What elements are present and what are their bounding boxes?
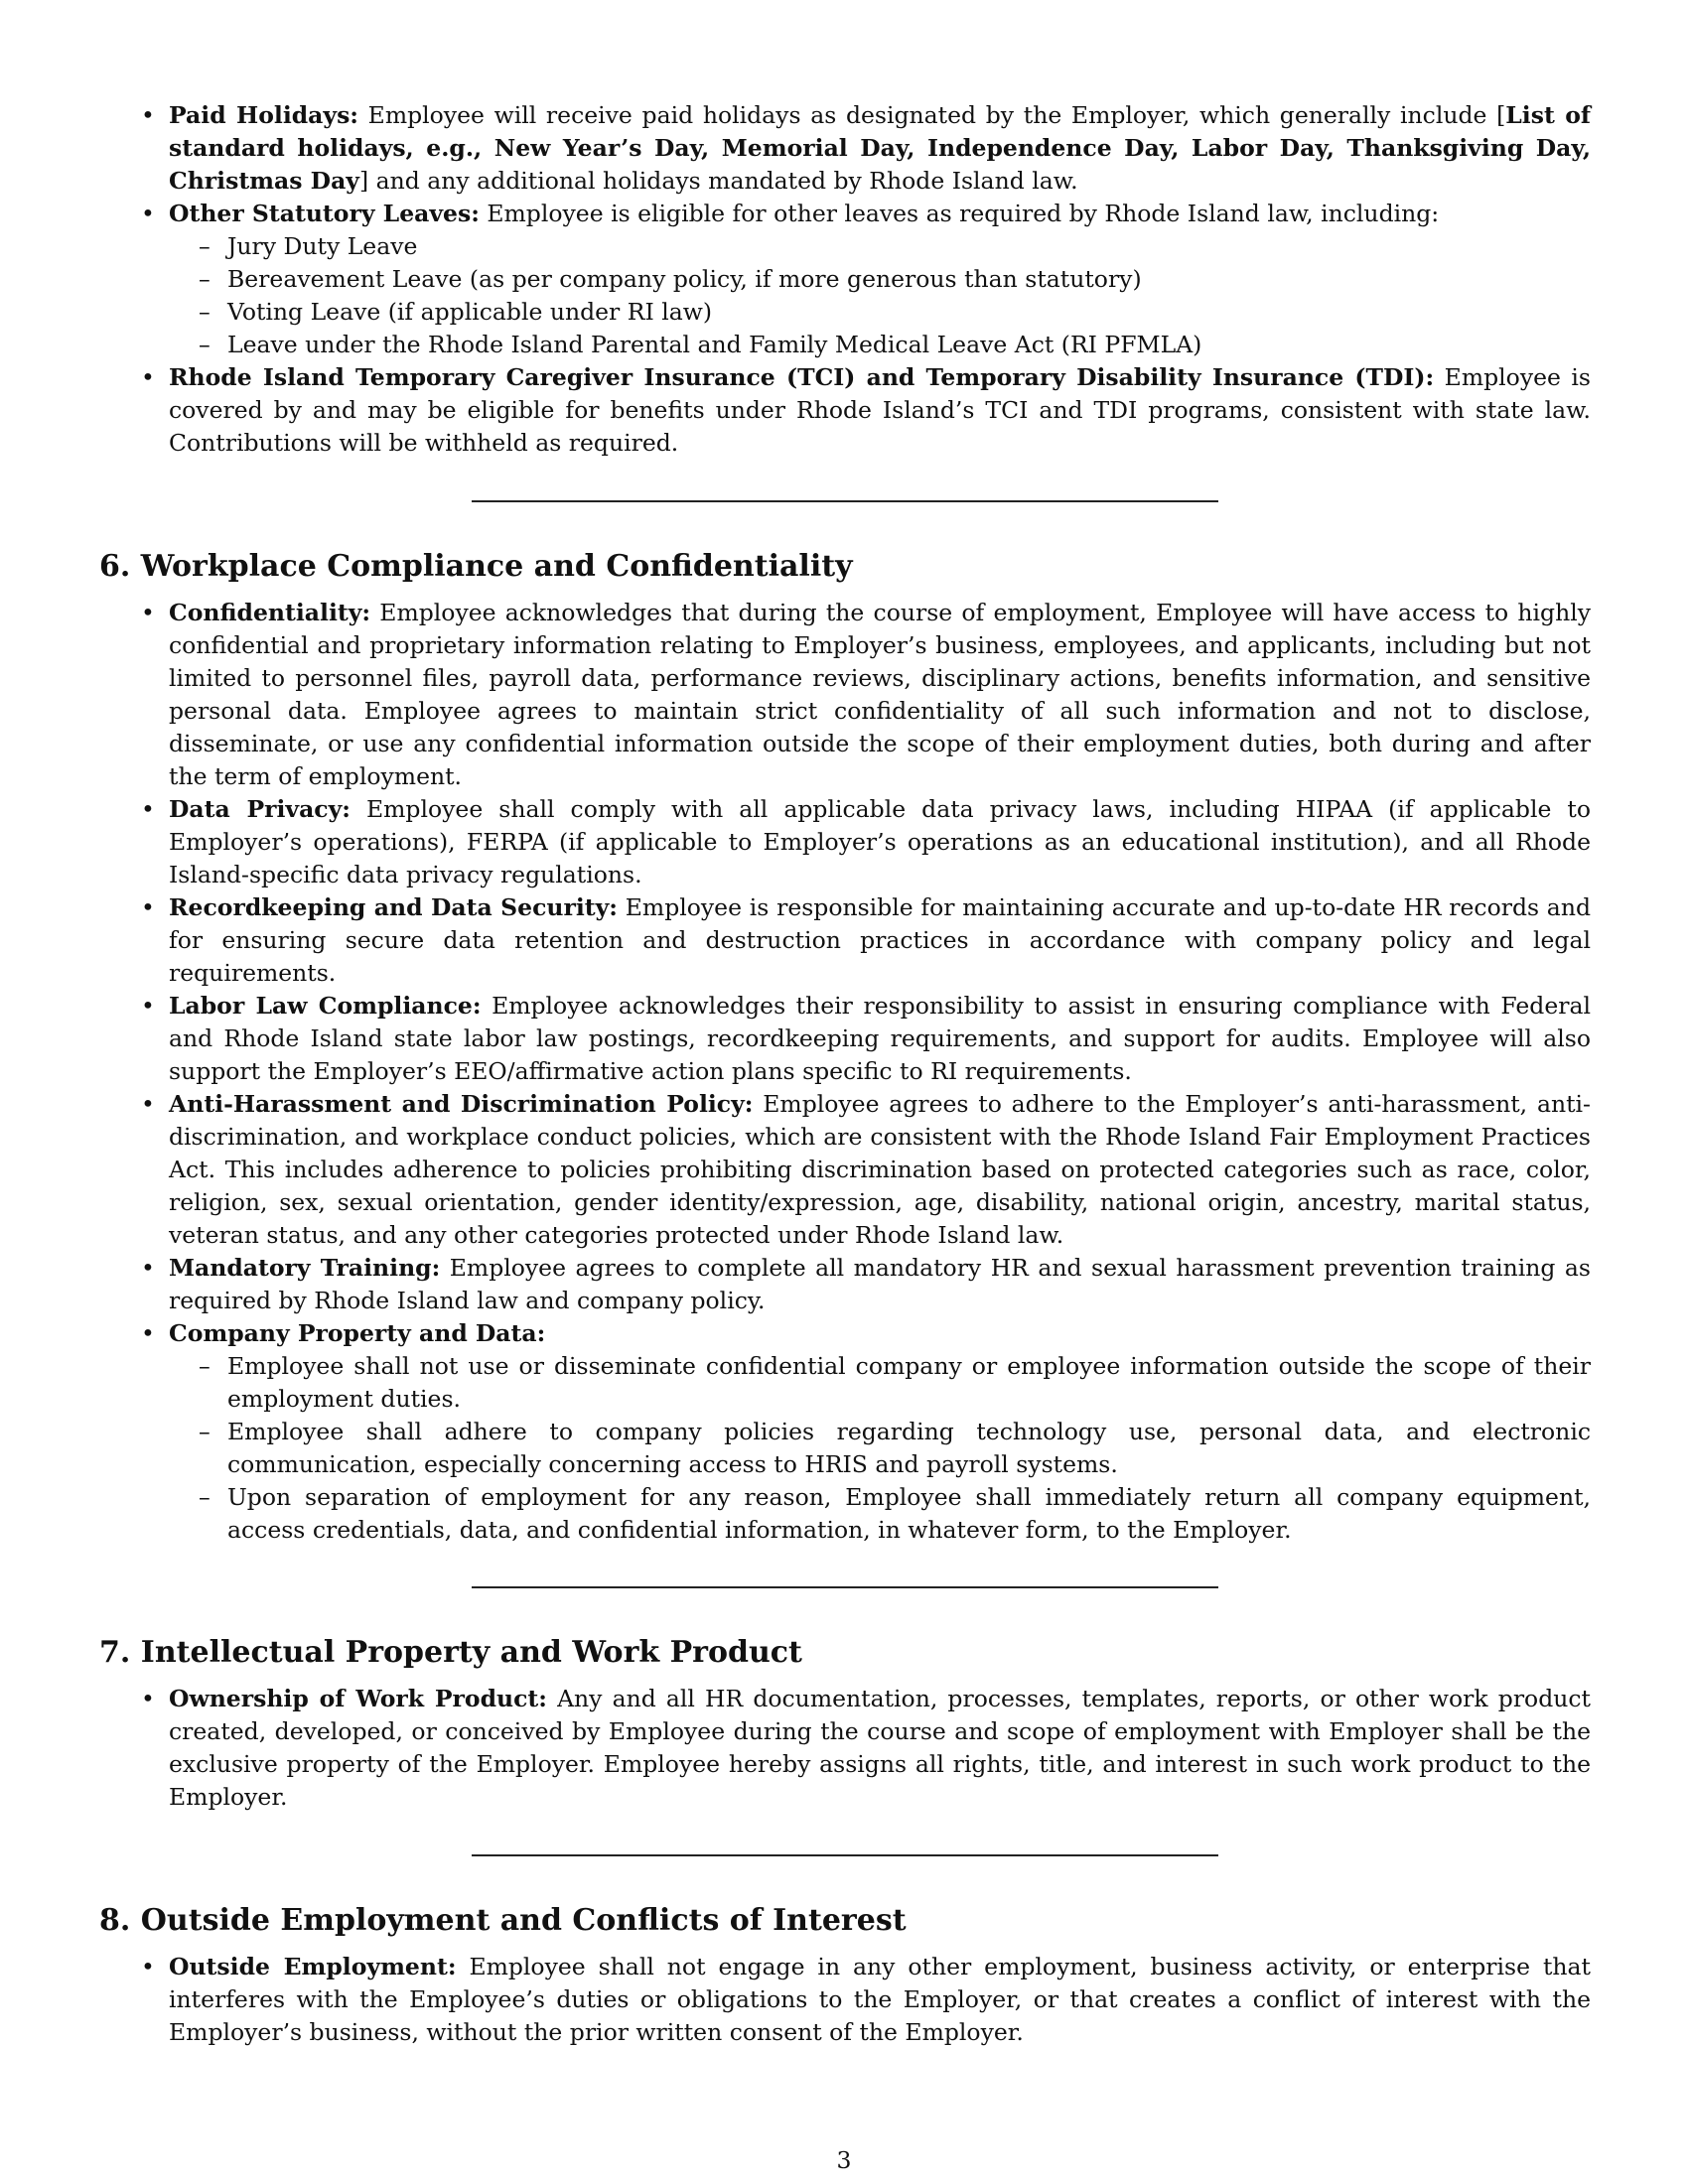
list-item: – Leave under the Rhode Island Parental and Family Medical Leave Act (RI PFMLA): [227, 329, 1591, 361]
other-leaves-sublist: [169, 230, 1591, 361]
section-heading: 8. Outside Employment and Conflicts of Interest: [99, 1903, 907, 1938]
section-divider: [472, 1586, 1218, 1588]
page-content: [99, 99, 1591, 2049]
item-label: Labor Law Compliance:: [169, 992, 482, 1020]
other-leaves-item: • Other Statutory Leaves: Employee is eligible for other leaves as required by Rhode Island law, including: – Jury Duty Leave – Bereavement Leave (as per company policy, if more generous than statutory) – Voting Leave (if applicable under RI law) – Leave under the Rhode Island Parental and Family Medical Leave Act (RI PFMLA): [169, 198, 1591, 361]
list-item: – Employee shall adhere to company policies regarding technology use, personal data, and electronic communication, especially concerning access to HRIS and payroll systems.: [227, 1416, 1591, 1481]
list-item: – Employee shall not use or disseminate confidential company or employee information outside the scope of their employment duties.: [227, 1350, 1591, 1416]
page-number: 3: [836, 2146, 852, 2174]
list-item: – Upon separation of employment for any reason, Employee shall immediately return all company equipment, access credentials, data, and confidential information, in whatever form, to the Employer.: [227, 1481, 1591, 1547]
item-label: Paid Holidays:: [169, 101, 358, 129]
list-item: • Confidentiality: Employee acknowledges that during the course of employment, Employee will have access to highly confidential and proprietary information relating to Employer’s business, employees, and applicants, including but not limited to personnel files, payroll data, performance reviews, disciplinary actions, benefits information, and sensitive personal data. Employee agrees to maintain strict confidentiality of all such information and not to disclose, disseminate, or use any confidential information outside the scope of their employment duties, both during and after the term of employment.: [169, 597, 1591, 793]
item-label: Rhode Island Temporary Caregiver Insurance (TCI) and Temporary Disability Insurance (TDI):: [169, 363, 1435, 391]
list-item: – Bereavement Leave (as per company policy, if more generous than statutory): [227, 263, 1591, 296]
company-property-sublist: [169, 1350, 1591, 1547]
section-divider: [472, 500, 1218, 502]
list-item: • Labor Law Compliance: Employee acknowledges their responsibility to assist in ensuring compliance with Federal and Rhode Island state labor law postings, recordkeeping requirements, and support for audits. Employee will also support the Employer’s EEO/affirmative action plans specific to RI requirements.: [169, 990, 1591, 1088]
tci-tdi-item: • Rhode Island Temporary Caregiver Insurance (TCI) and Temporary Disability Insurance (TDI): Employee is covered by and may be eligible for benefits under Rhode Island’s TCI and TDI programs, consistent with state law. Contributions will be withheld as required.: [169, 361, 1591, 460]
section-heading: 7. Intellectual Property and Work Product: [99, 1635, 802, 1670]
list-item: • Anti-Harassment and Discrimination Policy: Employee agrees to adhere to the Employer’s anti-harassment, anti-discrimination, and workplace conduct policies, which are consistent with the Rhode Island Fair Employment Practices Act. This includes adherence to policies prohibiting discrimination based on protected categories such as race, color, religion, sex, sexual orientation, gender identity/expression, age, disability, national origin, ancestry, marital status, veteran status, and any other categories protected under Rhode Island law.: [169, 1088, 1591, 1252]
list-item: • Ownership of Work Product: Any and all HR documentation, processes, templates, reports, or other work product created, developed, or conceived by Employee during the course and scope of employment with Employer shall be the exclusive property of the Employer. Employee hereby assigns all rights, title, and interest in such work product to the Employer.: [169, 1683, 1591, 1814]
item-label: Company Property and Data:: [169, 1319, 546, 1347]
item-label: Other Statutory Leaves:: [169, 200, 480, 227]
item-label: Recordkeeping and Data Security:: [169, 893, 618, 921]
list-item: • Data Privacy: Employee shall comply with all applicable data privacy laws, including HIPAA (if applicable to Employer’s operations), FERPA (if applicable to Employer’s operations as an educational institution), and all Rhode Island-specific data privacy regulations.: [169, 793, 1591, 891]
list-item: – Voting Leave (if applicable under RI law): [227, 296, 1591, 329]
list-item: • Outside Employment: Employee shall not engage in any other employment, business activity, or enterprise that interferes with the Employee’s duties or obligations to the Employer, or that creates a conflict of interest with the Employer’s business, without the prior written consent of the Employer.: [169, 1951, 1591, 2049]
section-divider: [472, 1854, 1218, 1856]
paid-holidays-item: • Paid Holidays: Employee will receive paid holidays as designated by the Employer, which generally include [List of standard holidays, e.g., New Year’s Day, Memorial Day, Independence Day, Labor Day, Thanksgiving Day, Christmas Day] and any additional holidays mandated by Rhode Island law.: [169, 99, 1591, 198]
item-label: Confidentiality:: [169, 599, 371, 626]
section-heading: 6. Workplace Compliance and Confidentiality: [99, 549, 853, 584]
leave-list: [99, 99, 1591, 460]
company-property-item: [169, 1317, 1591, 1547]
item-label: Data Privacy:: [169, 795, 351, 823]
item-label: Ownership of Work Product:: [169, 1685, 547, 1712]
item-label: Mandatory Training:: [169, 1254, 441, 1282]
outside-employment-list: [99, 1951, 1591, 2049]
item-label: Anti-Harassment and Discrimination Policy:: [169, 1090, 754, 1118]
ip-list: [99, 1683, 1591, 1814]
list-item: • Mandatory Training: Employee agrees to complete all mandatory HR and sexual harassment prevention training as required by Rhode Island law and company policy.: [169, 1252, 1591, 1317]
item-label: Outside Employment:: [169, 1953, 457, 1980]
list-item: • Recordkeeping and Data Security: Employee is responsible for maintaining accurate and up-to-date HR records and for ensuring secure data retention and destruction practices in accordance with company policy and legal requirements.: [169, 891, 1591, 990]
list-item: – Jury Duty Leave: [227, 230, 1591, 263]
compliance-list: [99, 597, 1591, 1547]
